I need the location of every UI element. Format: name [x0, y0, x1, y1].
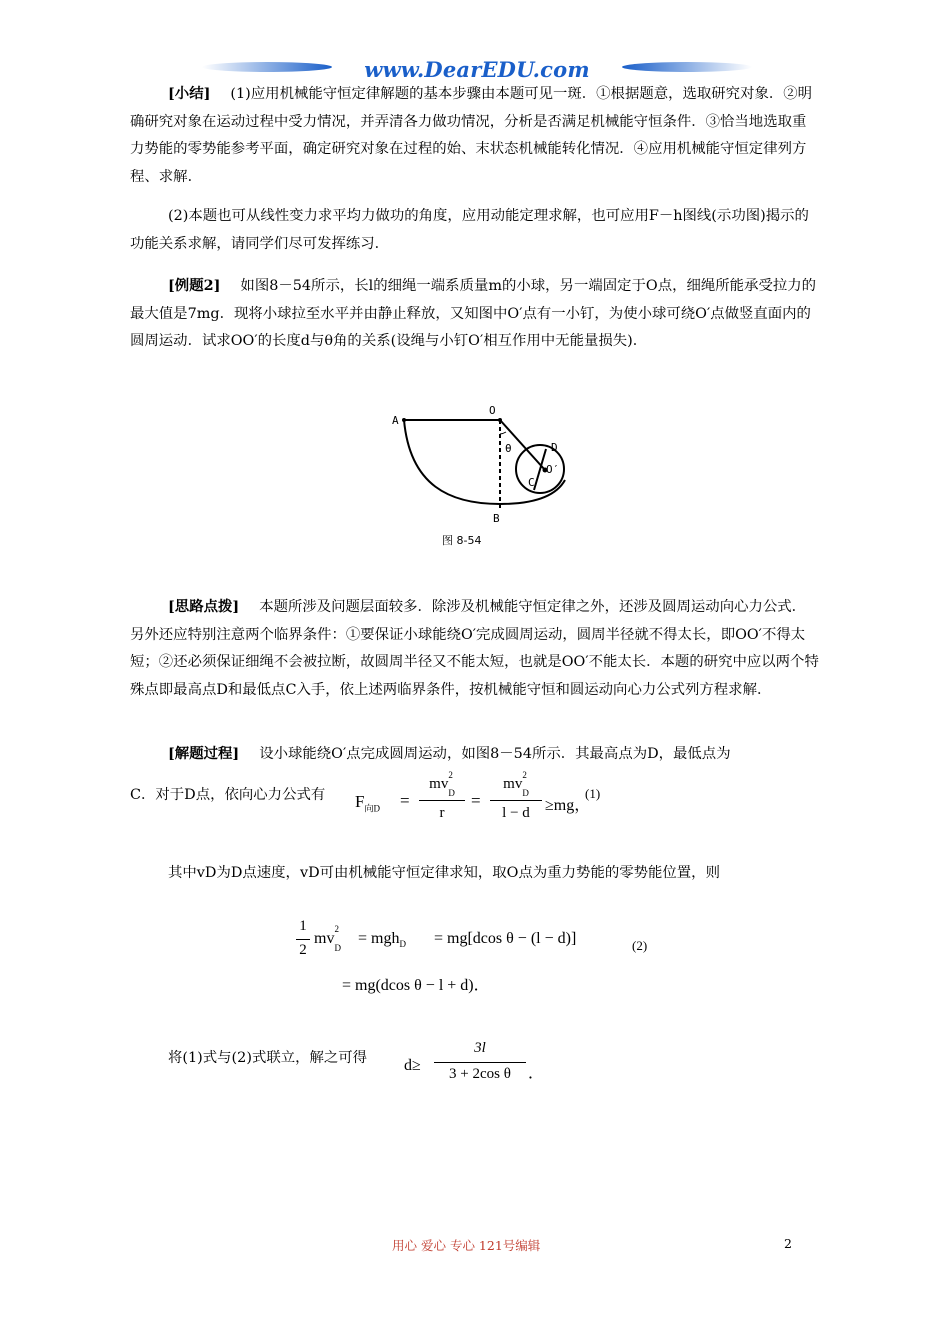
eq3-lhs: d≥: [404, 1057, 421, 1074]
point-a: [402, 418, 406, 422]
example-tag: [例题2]: [168, 277, 221, 294]
eq1-frac2-den: l − d: [502, 805, 530, 821]
hint-tag: [思路点拨]: [168, 598, 240, 615]
logo-text: www.DearEDU.com: [364, 57, 590, 82]
eq3-denominator: 3 + 2cos θ: [449, 1066, 511, 1082]
eq1-frac2-num: mv 2 $_D$: [503, 770, 529, 798]
page-number: 2: [784, 1236, 792, 1251]
summary-paragraph: [130, 80, 820, 191]
label-d: D: [551, 441, 558, 454]
hint-paragraph: [130, 593, 820, 704]
eq2-right: = mg[dcos θ − (l − d)]: [434, 930, 577, 947]
swing-arc: [404, 420, 500, 504]
equation-1: [355, 772, 655, 832]
example-paragraph: [130, 272, 820, 356]
eq2-line-2: = mg(dcos θ − l + d)．: [342, 977, 490, 994]
hint-text: 本题所涉及问题层面较多．除涉及机械能守恒定律之外，还涉及圆周运动向心力公式．另外还应特别注意两个临界条件：①要保证小球能绕O′完成圆周运动，圆周半径就不得太长，即OO′不得太短；②还必须保证细绳不会被拉断，故圆周半径又不能太短，也就是OO′不能太长．本题的研究中应以两个特殊点即最高点D和最低点C入手，依上述两临界条件，按机械能守恒和圆运动向心力公式列方程求解．: [130, 599, 819, 698]
figure-8-54: [380, 396, 580, 556]
solution-tag: [解题过程]: [168, 745, 240, 762]
label-o-prime: O′: [546, 463, 560, 476]
eq1-equals-1: =: [400, 791, 410, 810]
eq1-force: $F_{向D}$: [355, 792, 380, 814]
label-theta: θ: [505, 442, 512, 455]
equation-3: [404, 1040, 544, 1090]
solution-line-2: C．对于D点，依向心力公式有: [130, 787, 326, 803]
solution-line-3: 其中vD为D点速度，vD可由机械能守恒定律求知，取O点为重力势能的零势能位置，则: [168, 865, 720, 881]
eq1-frac1-den: r: [439, 805, 445, 821]
eq2-number: (2): [632, 938, 648, 953]
footer-center: 用心 爱心 专心 121号编辑: [392, 1238, 541, 1253]
eq1-tail: ≥mg，: [545, 797, 591, 814]
equation-2: [296, 918, 696, 998]
label-o: O: [489, 404, 496, 417]
angle-mark: [500, 432, 506, 434]
figure-caption: 图 8-54: [442, 534, 482, 547]
summary-tag: [小结]: [168, 85, 211, 102]
eq2-half-bar: [296, 939, 310, 940]
summary-paragraph-2: (2)本题也可从线性变力求平均力做功的角度，应用动能定理求解，也可应用F－h图线(示功图)揭示的功能关系求解，请同学们尽可发挥练习．: [130, 208, 809, 252]
label-a: A: [392, 414, 399, 427]
eq1-frac1-num: mv 2 $_D$: [429, 770, 455, 798]
eq1-equals-2: =: [471, 791, 481, 810]
eq2-half-num: 1: [299, 918, 307, 934]
eq1-number: (1): [585, 786, 601, 801]
eq2-left: mv 2 $_D$: [314, 924, 341, 954]
summary-text-1: (1)应用机械能守恒定律解题的基本步骤由本题可见一斑．①根据题意，选取研究对象．②明确研究对象在运动过程中受力情况，并弄清各力做功情况，分析是否满足机械能守恒条件．③恰当地选取重力势能的零势能参考平面，确定研究对象在过程的始、末状态机械能转化情况．④应用机械能守恒定律列方程、求解．: [130, 86, 813, 185]
solution-line-4: 将(1)式与(2)式联立，解之可得: [168, 1050, 368, 1066]
solution-paragraph: [130, 740, 820, 769]
eq1-frac2-bar: [490, 800, 542, 801]
eq2-middle: = mgh$_D$: [358, 930, 406, 950]
eq3-bar: [434, 1062, 526, 1063]
eq1-frac1-bar: [419, 800, 465, 801]
example-text: 如图8－54所示，长l的细绳一端系质量m的小球，另一端固定于O点，细绳所能承受拉力的最大值是7mg．现将小球拉至水平并由静止释放，又知图中O′点有一小钉，为使小球可绕O′点做竖直面内的圆周运动．试求OO′的长度d与θ角的关系(设绳与小钉O′相互作用中无能量损失)．: [130, 278, 817, 349]
label-b: B: [493, 512, 500, 525]
solution-line-1: 设小球能绕O′点完成圆周运动，如图8－54所示．其最高点为D，最低点为: [259, 746, 731, 762]
label-c: C: [528, 476, 535, 489]
point-o: [498, 418, 502, 422]
eq3-numerator: 3l: [474, 1040, 486, 1056]
eq3-end: ．: [528, 1065, 545, 1082]
eq2-half-den: 2: [299, 942, 307, 958]
